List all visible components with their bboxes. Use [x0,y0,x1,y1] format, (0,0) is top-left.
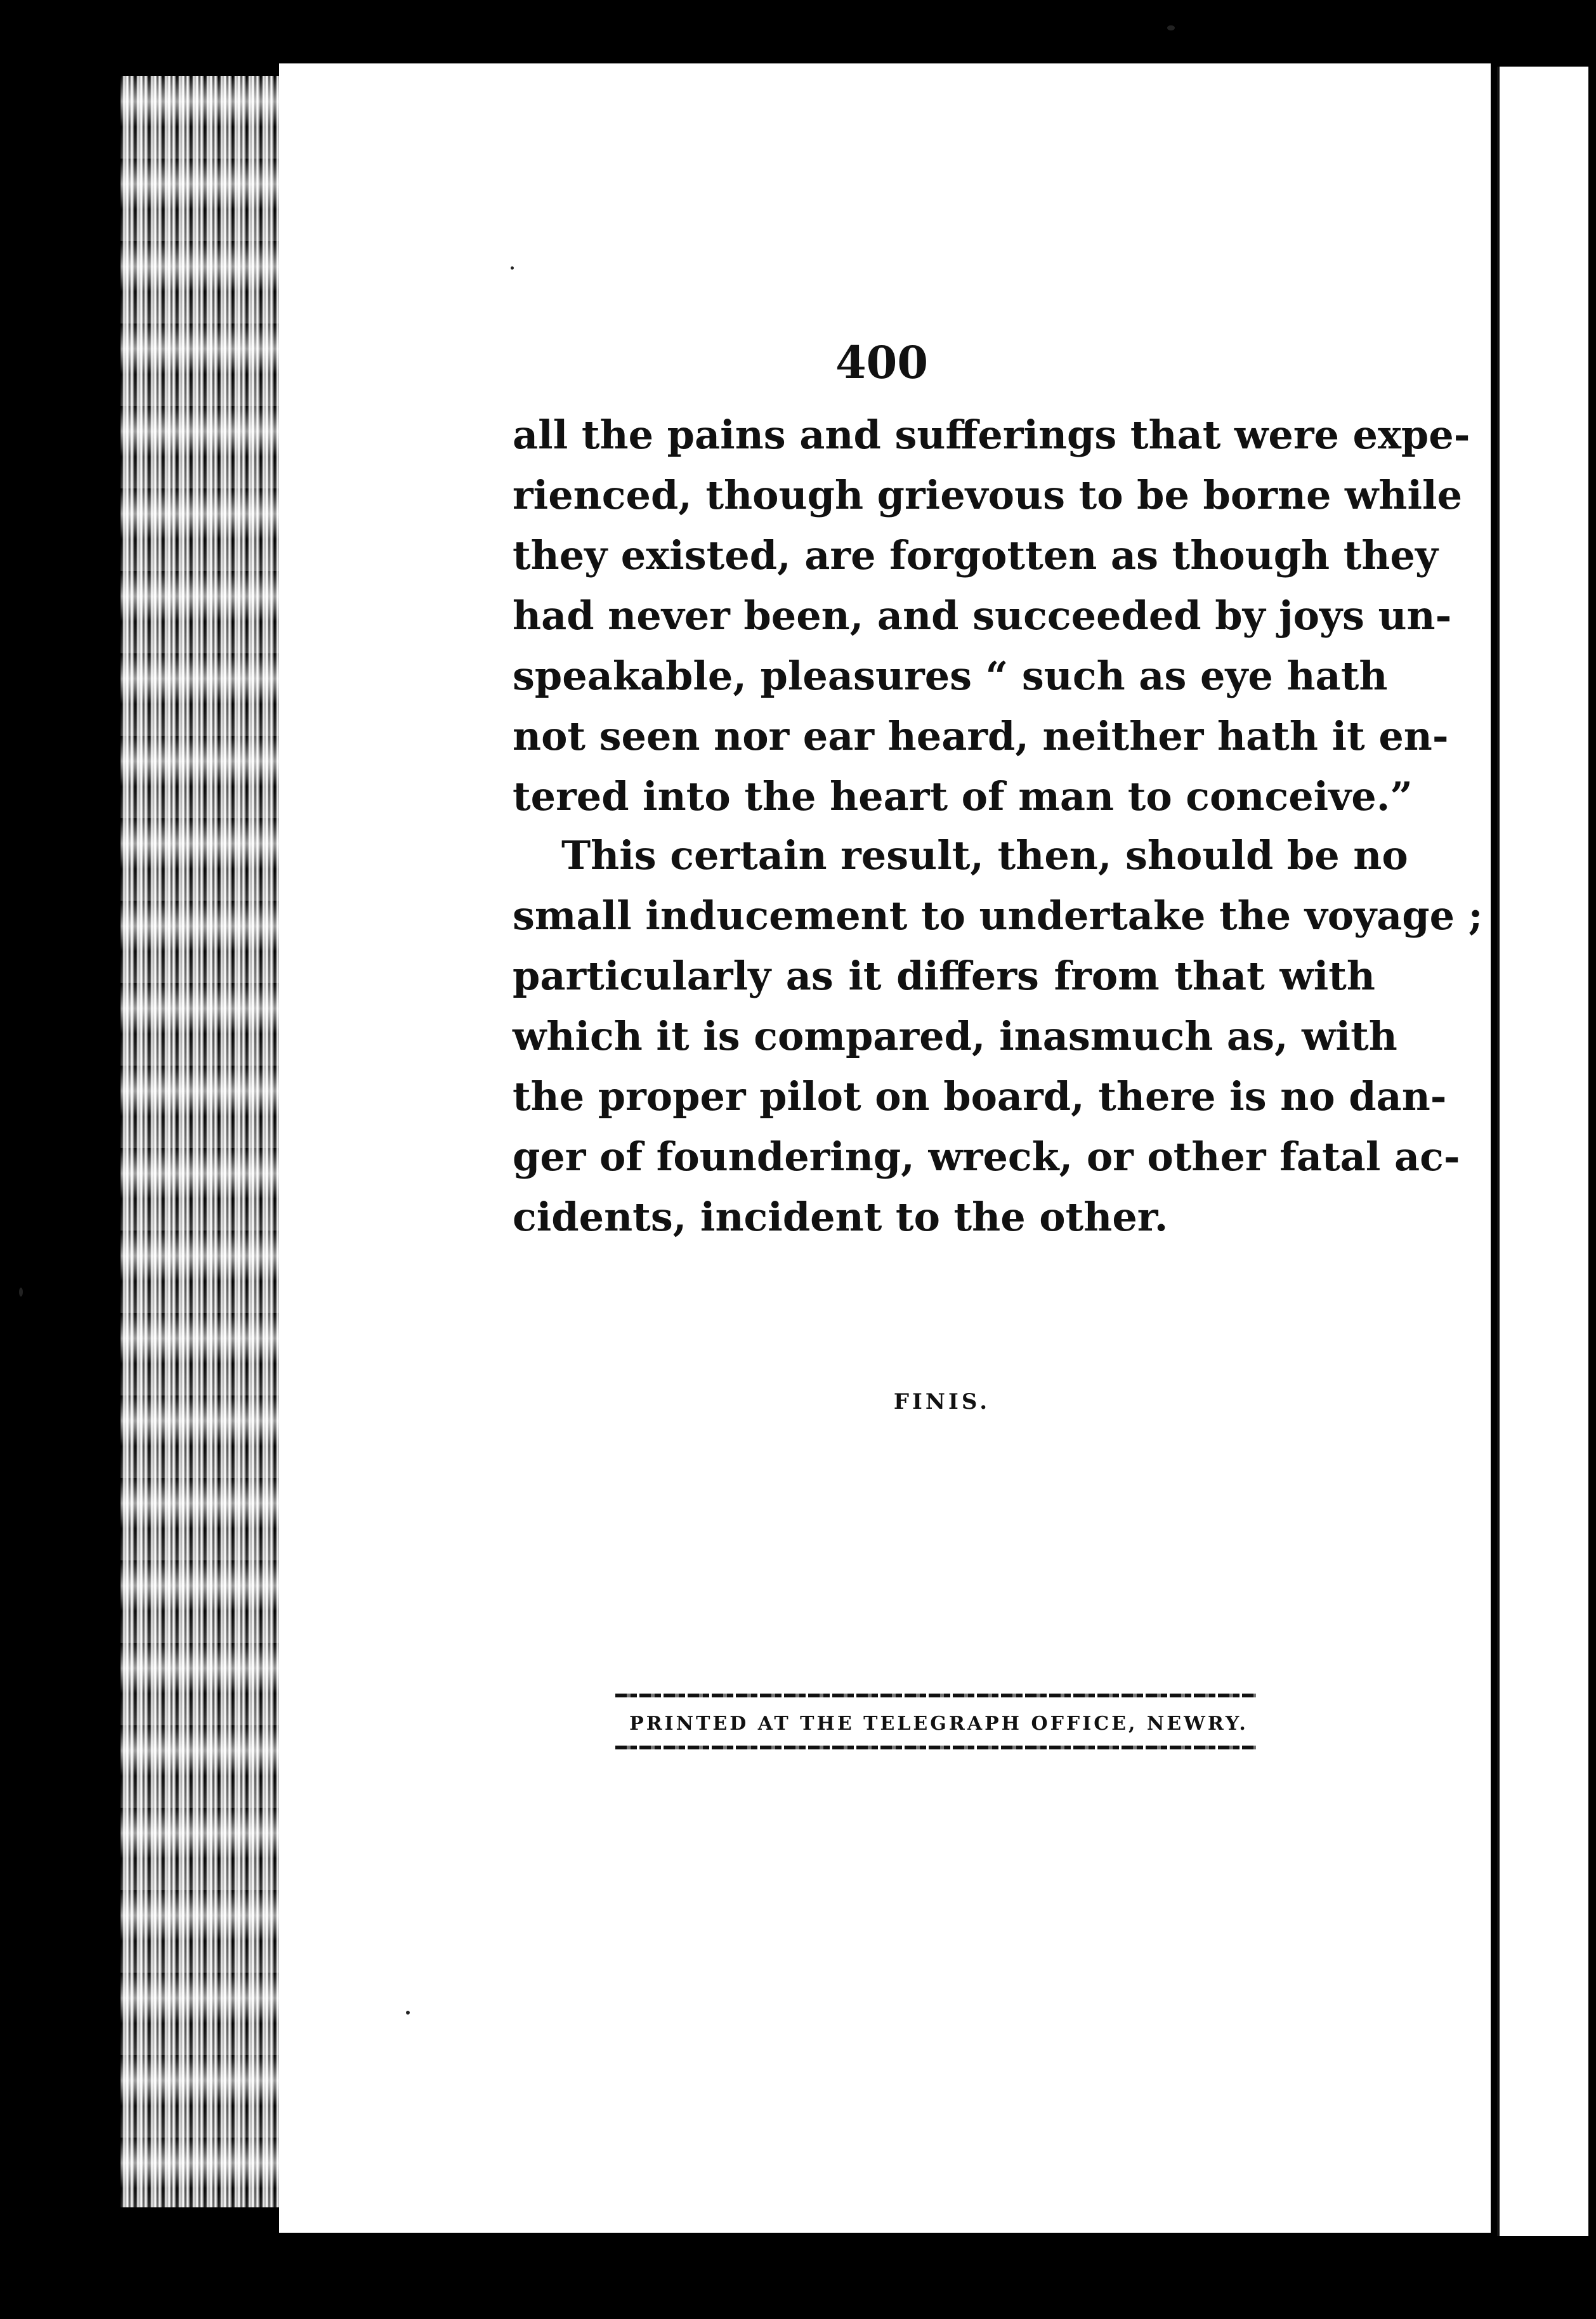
body-line: which it is compared, inasmuch as, with [513,1013,1397,1059]
body-line: rienced, though grievous to be borne while [513,472,1463,518]
ink-speck [511,266,514,270]
ink-speck [1167,25,1175,30]
body-line: speakable, pleasures “ such as eye hath [513,653,1388,699]
body-line: tered into the heart of man to conceive.” [513,773,1413,820]
body-line: small inducement to undertake the voyage ; [513,892,1483,939]
body-line: had never been, and succeeded by joys un- [513,592,1452,639]
ink-speck [406,2011,410,2015]
page-number: 400 [835,336,929,389]
body-line: ger of foundering, wreck, or other fatal ac- [513,1133,1460,1180]
body-line: particularly as it differs from that with [513,953,1375,999]
ink-speck [19,1288,23,1297]
body-line: cidents, incident to the other. [513,1194,1168,1240]
body-line: not seen nor ear heard, neither hath it en- [513,713,1449,759]
book-fore-edge [121,76,292,2207]
imprint-line: PRINTED AT THE TELEGRAPH OFFICE, NEWRY. [629,1713,1248,1735]
imprint-rule-top [615,1694,1256,1697]
finis-mark: FINIS. [893,1389,991,1414]
body-line: the proper pilot on board, there is no dan- [513,1073,1447,1120]
body-line: all the pains and sufferings that were expe- [513,412,1470,458]
imprint-rule-bottom [615,1746,1256,1749]
next-page-edge [1497,67,1588,2236]
body-line: they existed, are forgotten as though they [513,532,1438,578]
paragraph-start-line: This certain result, then, should be no [561,832,1408,879]
